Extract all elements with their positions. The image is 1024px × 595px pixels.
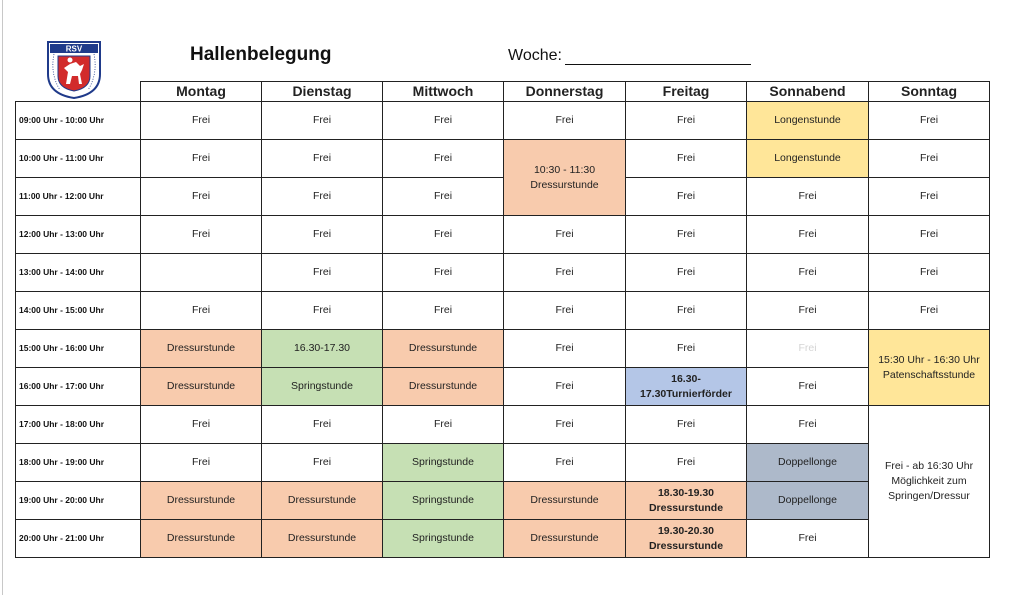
- slot-cell: Frei: [383, 406, 504, 444]
- slot-cell: Frei: [504, 102, 626, 140]
- slot-cell: Frei: [747, 254, 869, 292]
- slot-cell: Frei: [747, 178, 869, 216]
- slot-cell: Frei: [141, 140, 262, 178]
- time-row: [16, 368, 990, 406]
- slot-cell: Dressurstunde: [383, 368, 504, 406]
- schedule-table: [15, 81, 990, 558]
- slot-cell: Dressurstunde: [504, 520, 626, 558]
- slot-cell: Frei: [383, 292, 504, 330]
- slot-cell: Frei: [262, 292, 383, 330]
- slot-cell: Frei: [626, 178, 747, 216]
- slot-cell: Frei: [383, 102, 504, 140]
- slot-cell: 18.30-19.30 Dressurstunde: [626, 482, 747, 520]
- slot-cell: Longenstunde: [747, 102, 869, 140]
- day-header-donnerstag: Donnerstag: [504, 82, 626, 102]
- header-row: [16, 82, 990, 102]
- slot-cell: Frei: [383, 140, 504, 178]
- day-header-freitag: Freitag: [626, 82, 747, 102]
- slot-cell: Frei: [141, 178, 262, 216]
- slot-cell: Frei: [626, 140, 747, 178]
- slot-cell: Doppellonge: [747, 482, 869, 520]
- time-label: 18:00 Uhr - 19:00 Uhr: [16, 444, 141, 482]
- slot-cell: Frei: [383, 178, 504, 216]
- slot-cell: [869, 406, 990, 558]
- slot-cell: Frei: [626, 216, 747, 254]
- slot-cell: Dressurstunde: [141, 368, 262, 406]
- slot-cell: Frei: [383, 216, 504, 254]
- slot-cell: Frei: [869, 292, 990, 330]
- slot-cell: Frei: [504, 330, 626, 368]
- time-label: 19:00 Uhr - 20:00 Uhr: [16, 482, 141, 520]
- slot-cell: Frei: [747, 216, 869, 254]
- slot-cell: Frei: [747, 368, 869, 406]
- slot-cell: Frei: [141, 102, 262, 140]
- slot-line: Dressurstunde: [530, 178, 599, 191]
- slot-line: Frei - ab 16:30 Uhr: [884, 460, 974, 472]
- time-label: 10:00 Uhr - 11:00 Uhr: [16, 140, 141, 178]
- time-row: [16, 520, 990, 558]
- slot-cell: Frei: [747, 292, 869, 330]
- slot-cell: Frei: [262, 254, 383, 292]
- time-label: 15:00 Uhr - 16:00 Uhr: [16, 330, 141, 368]
- time-label: 20:00 Uhr - 21:00 Uhr: [16, 520, 141, 558]
- slot-cell: Frei: [869, 140, 990, 178]
- slot-cell: Frei: [141, 216, 262, 254]
- slot-cell: Frei: [747, 520, 869, 558]
- time-row: [16, 444, 990, 482]
- page-title: Hallenbelegung: [190, 44, 332, 65]
- time-row: [16, 254, 990, 292]
- day-header-mittwoch: Mittwoch: [383, 82, 504, 102]
- slot-cell-empty: [141, 254, 262, 292]
- slot-cell: Dressurstunde: [504, 482, 626, 520]
- slot-cell: Frei: [504, 368, 626, 406]
- slot-cell: Frei: [504, 406, 626, 444]
- slot-cell: Longenstunde: [747, 140, 869, 178]
- slot-cell: Frei: [504, 292, 626, 330]
- slot-line: 15:30 Uhr - 16:30 Uhr: [878, 353, 980, 366]
- slot-line: Patenschaftsstunde: [882, 368, 976, 381]
- slot-cell: 16.30-17.30: [262, 330, 383, 368]
- day-header-sonnabend: Sonnabend: [747, 82, 869, 102]
- time-label: 11:00 Uhr - 12:00 Uhr: [16, 178, 141, 216]
- slot-cell: Frei: [869, 254, 990, 292]
- svg-text:RSV: RSV: [65, 44, 83, 54]
- slot-cell: Frei: [262, 102, 383, 140]
- slot-cell: Frei: [262, 216, 383, 254]
- slot-cell: Frei: [504, 254, 626, 292]
- page-border: [2, 0, 3, 595]
- corner-cell: [16, 82, 141, 102]
- slot-line: Springen/Dressur: [888, 490, 970, 502]
- time-row: [16, 406, 990, 444]
- week-label: Woche:: [508, 47, 562, 64]
- week-input-line: [565, 64, 751, 65]
- slot-cell: Dressurstunde: [141, 520, 262, 558]
- slot-cell: Dressurstunde: [262, 482, 383, 520]
- slot-line: Möglichkeit zum: [891, 475, 967, 487]
- slot-cell: Frei: [747, 406, 869, 444]
- time-row: [16, 482, 990, 520]
- slot-cell: Frei: [262, 406, 383, 444]
- time-label: 16:00 Uhr - 17:00 Uhr: [16, 368, 141, 406]
- day-header-dienstag: Dienstag: [262, 82, 383, 102]
- slot-cell: Springstunde: [383, 444, 504, 482]
- time-row: [16, 216, 990, 254]
- time-label: 09:00 Uhr - 10:00 Uhr: [16, 102, 141, 140]
- slot-cell: Frei: [626, 444, 747, 482]
- slot-cell: Frei: [747, 330, 869, 368]
- slot-cell: Frei: [262, 444, 383, 482]
- slot-cell: Frei: [141, 406, 262, 444]
- slot-cell: Frei: [504, 216, 626, 254]
- slot-cell: Frei: [262, 140, 383, 178]
- slot-cell: Dressurstunde: [141, 330, 262, 368]
- slot-cell: Dressurstunde: [383, 330, 504, 368]
- day-header-montag: Montag: [141, 82, 262, 102]
- slot-cell: Frei: [626, 406, 747, 444]
- slot-cell: Frei: [869, 216, 990, 254]
- slot-cell: Springstunde: [383, 482, 504, 520]
- slot-cell: Frei: [869, 102, 990, 140]
- slot-cell: Frei: [141, 292, 262, 330]
- time-label: 12:00 Uhr - 13:00 Uhr: [16, 216, 141, 254]
- time-label: 17:00 Uhr - 18:00 Uhr: [16, 406, 141, 444]
- day-header-sonntag: Sonntag: [869, 82, 990, 102]
- time-row: [16, 330, 990, 368]
- slot-cell: Dressurstunde: [262, 520, 383, 558]
- slot-cell: Frei: [626, 102, 747, 140]
- slot-cell: Frei: [626, 292, 747, 330]
- slot-cell: Doppellonge: [747, 444, 869, 482]
- slot-cell: Springstunde: [262, 368, 383, 406]
- slot-cell: Frei: [626, 330, 747, 368]
- time-row: [16, 140, 990, 178]
- slot-line: 10:30 - 11:30: [533, 163, 596, 176]
- slot-cell: Frei: [383, 254, 504, 292]
- time-row: [16, 178, 990, 216]
- slot-cell: 19.30-20.30 Dressurstunde: [626, 520, 747, 558]
- slot-cell: Frei: [869, 178, 990, 216]
- slot-cell: [504, 140, 626, 216]
- time-row: [16, 292, 990, 330]
- time-row: [16, 102, 990, 140]
- slot-cell: [869, 330, 990, 406]
- time-label: 13:00 Uhr - 14:00 Uhr: [16, 254, 141, 292]
- slot-cell: Dressurstunde: [141, 482, 262, 520]
- slot-cell: Frei: [262, 178, 383, 216]
- slot-cell: Springstunde: [383, 520, 504, 558]
- slot-cell: 16.30-17.30Turnierförder: [626, 368, 747, 406]
- slot-cell: Frei: [141, 444, 262, 482]
- slot-cell: Frei: [626, 254, 747, 292]
- slot-cell: Frei: [504, 444, 626, 482]
- time-label: 14:00 Uhr - 15:00 Uhr: [16, 292, 141, 330]
